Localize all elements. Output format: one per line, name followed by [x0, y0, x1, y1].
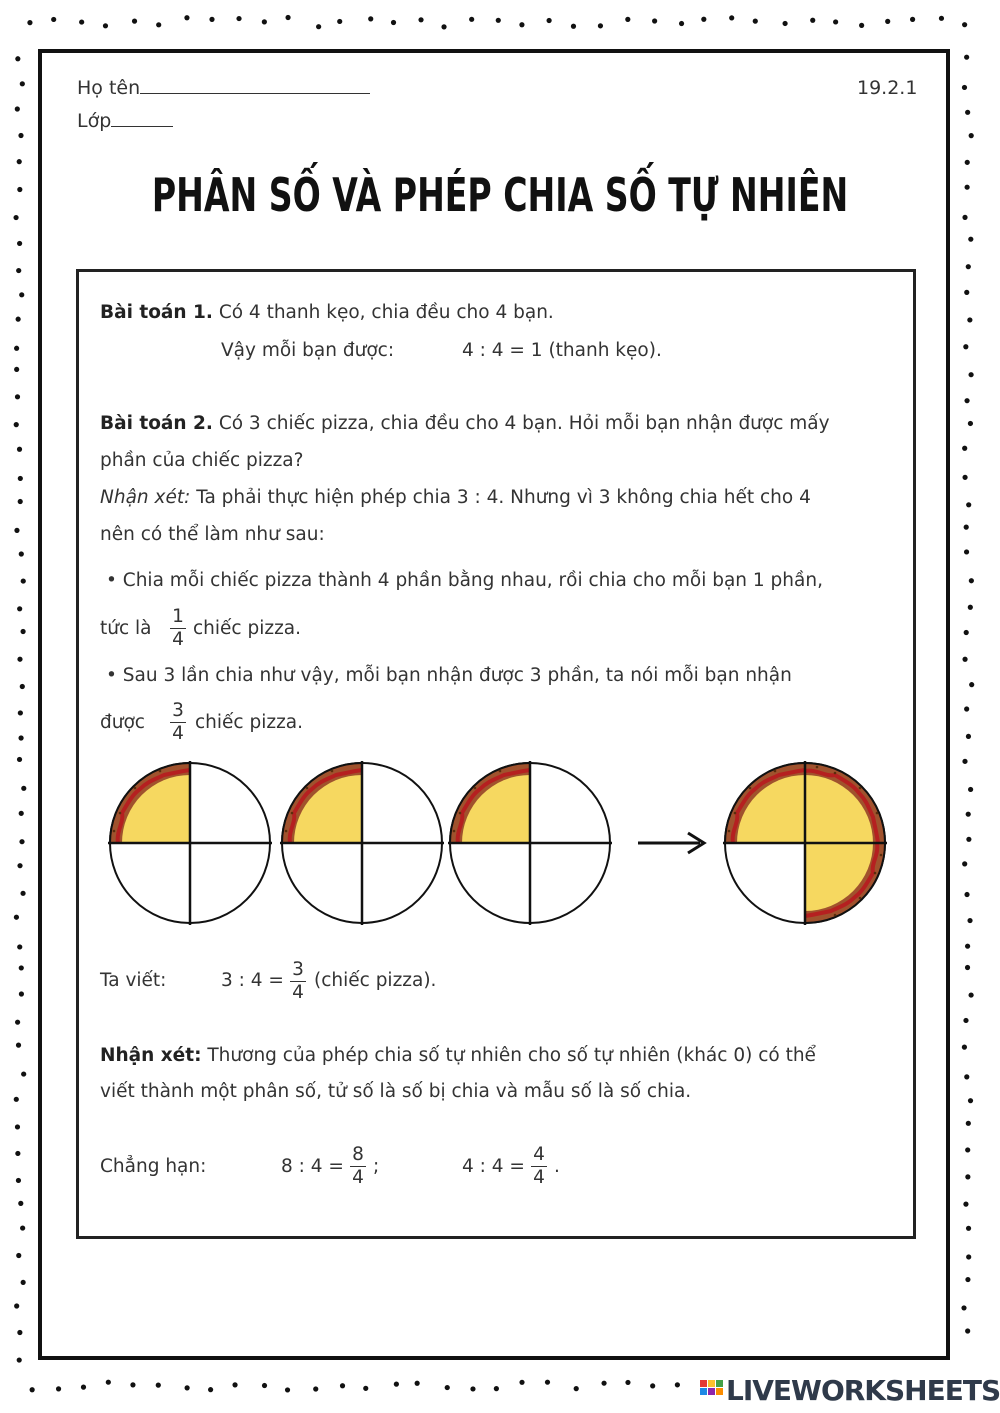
problem1-answer-lead: Vậy mỗi bạn được: [221, 340, 395, 361]
class-field[interactable] [77, 110, 173, 132]
page-title: PHÂN SỐ VÀ PHÉP CHIA SỐ TỰ NHIÊN [151, 168, 849, 222]
pizza-one-quarter-1 [108, 761, 272, 925]
write-tail: (chiếc pizza). [314, 970, 437, 991]
problem2-text: Có 3 chiếc pizza, chia đều cho 4 bạn. Hỏi mỗi bạn nhận được mấy [218, 413, 830, 434]
bullet1-tail: chiếc pizza. [193, 618, 301, 639]
problem1-label: Bài toán 1. [100, 302, 213, 323]
fraction-numerator: 1 [172, 606, 184, 627]
fraction-denominator: 4 [533, 1167, 545, 1188]
pizza-illustration [100, 755, 900, 935]
bullet1-line1: • Chia mỗi chiếc pizza thành 4 phần bằng nhau, rồi chia cho mỗi bạn 1 phần, [106, 570, 823, 591]
example1-separator: ; [373, 1156, 380, 1177]
problem2-remark-line2: nên có thể làm như sau: [100, 524, 325, 545]
problem2-remark-text: Ta phải thực hiện phép chia 3 : 4. Nhưng vì 3 không chia hết cho 4 [196, 487, 811, 508]
problem1-text: Có 4 thanh kẹo, chia đều cho 4 bạn. [218, 302, 554, 323]
fraction-numerator: 3 [292, 959, 304, 980]
problem2-statement-line1 [100, 413, 830, 434]
example2-separator: . [554, 1156, 560, 1177]
problem2-statement-line2: phần của chiếc pizza? [100, 450, 304, 471]
fraction-numerator: 8 [352, 1144, 364, 1165]
conclusion-text: Thương của phép chia số tự nhiên cho số tự nhiên (khác 0) có thể [207, 1045, 816, 1066]
conclusion-label: Nhận xét: [100, 1045, 202, 1066]
pizza-three-quarters [723, 761, 887, 925]
fraction-numerator: 4 [533, 1144, 545, 1165]
class-blank[interactable] [111, 126, 173, 127]
liveworksheets-brand[interactable]: LIVEWORKSHEETS [726, 1374, 1000, 1407]
fraction-numerator: 3 [172, 700, 184, 721]
problem1-statement [100, 302, 554, 323]
problem2-label: Bài toán 2. [100, 413, 213, 434]
worksheet-code: 19.2.1 [857, 77, 918, 99]
arrow-icon [638, 833, 704, 853]
bullet1-lead: tức là [100, 618, 152, 639]
name-blank[interactable] [140, 93, 370, 94]
fraction-result [287, 959, 309, 1004]
fraction-three-quarters [167, 700, 189, 745]
example2-expression: 4 : 4 = [462, 1156, 525, 1177]
fraction-denominator: 4 [172, 723, 184, 744]
liveworksheets-logo-icon [700, 1380, 724, 1402]
example1-fraction [347, 1144, 369, 1189]
fraction-denominator: 4 [352, 1167, 364, 1188]
problem2-remark-line1 [100, 487, 811, 508]
class-label: Lớp [77, 110, 112, 132]
pizza-one-quarter-3 [448, 761, 612, 925]
bullet2-line1: • Sau 3 lần chia như vậy, mỗi bạn nhận được 3 phần, ta nói mỗi bạn nhận [106, 665, 792, 686]
name-field[interactable] [77, 77, 370, 99]
conclusion-line2: viết thành một phân số, tử số là số bị chia và mẫu số là số chia. [100, 1081, 692, 1102]
fraction-denominator: 4 [172, 629, 184, 650]
conclusion-line1 [100, 1045, 816, 1066]
example1-expression: 8 : 4 = [281, 1156, 344, 1177]
bullet2-tail: chiếc pizza. [195, 712, 303, 733]
fraction-one-quarter [167, 606, 189, 651]
bullet2-lead: được [100, 712, 145, 733]
example2-fraction [528, 1144, 550, 1189]
problem2-remark-label: Nhận xét: [100, 487, 191, 508]
fraction-denominator: 4 [292, 982, 304, 1003]
problem1-answer: 4 : 4 = 1 (thanh kẹo). [462, 340, 662, 361]
name-label: Họ tên [77, 77, 141, 99]
write-expression: 3 : 4 = [221, 970, 284, 991]
write-lead: Ta viết: [100, 970, 167, 991]
examples-lead: Chẳng hạn: [100, 1156, 207, 1177]
pizza-one-quarter-2 [280, 761, 444, 925]
